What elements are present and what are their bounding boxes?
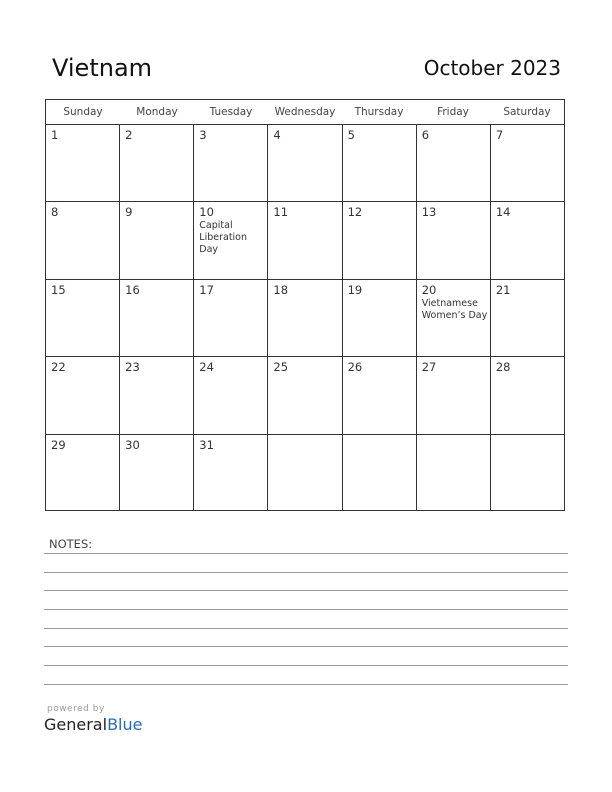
notes-line xyxy=(44,646,568,647)
day-number: 25 xyxy=(273,360,289,375)
day-cell xyxy=(491,357,564,433)
notes-line xyxy=(44,609,568,610)
day-cell xyxy=(417,125,491,201)
day-cell xyxy=(194,202,268,278)
brand-general-text: General xyxy=(44,715,108,734)
day-number: 19 xyxy=(347,282,363,297)
day-number: 28 xyxy=(495,360,511,375)
day-cell xyxy=(120,125,194,201)
brand-blue-text: Blue xyxy=(107,715,143,734)
week-row xyxy=(46,435,564,511)
month-year-title: October 2023 xyxy=(423,56,561,80)
day-cell xyxy=(343,357,417,433)
day-cell xyxy=(343,435,417,511)
week-row xyxy=(46,202,564,279)
powered-by-text: powered by xyxy=(47,704,105,714)
day-cell xyxy=(491,202,564,278)
day-number: 9 xyxy=(125,205,133,220)
day-number: 21 xyxy=(495,282,511,297)
day-number: 26 xyxy=(347,360,363,375)
day-cell xyxy=(194,357,268,433)
day-number: 2 xyxy=(125,128,133,142)
day-number: 14 xyxy=(495,205,511,220)
day-cell xyxy=(417,435,491,511)
day-cell xyxy=(417,357,491,433)
notes-line xyxy=(44,553,568,554)
notes-line xyxy=(44,684,568,685)
day-number: 10 xyxy=(199,205,214,220)
day-number: 20 xyxy=(421,282,437,297)
day-cell xyxy=(194,435,268,511)
notes-line xyxy=(44,590,568,591)
day-number: 22 xyxy=(51,360,66,375)
day-cell xyxy=(268,202,342,278)
day-number: 16 xyxy=(125,282,140,297)
brand-logo xyxy=(44,704,142,734)
day-number: 30 xyxy=(125,437,140,452)
day-cell xyxy=(194,280,268,356)
day-cell xyxy=(343,280,417,356)
day-cell xyxy=(343,202,417,278)
week-row xyxy=(46,357,564,434)
weekday-header-row xyxy=(46,100,564,125)
weekday-saturday: Saturday xyxy=(503,106,551,118)
day-cell xyxy=(417,280,491,356)
weekday-friday: Friday xyxy=(437,106,469,118)
weekday-wednesday: Wednesday xyxy=(274,106,336,118)
day-cell xyxy=(46,280,120,356)
day-number: 17 xyxy=(199,282,214,297)
day-number: 8 xyxy=(51,205,59,220)
week-row xyxy=(46,280,564,357)
day-cell xyxy=(46,435,120,511)
day-number: 18 xyxy=(273,282,289,297)
holiday-label: Vietnamese Women’s Day xyxy=(421,297,488,321)
day-number: 31 xyxy=(199,437,214,452)
day-number: 29 xyxy=(51,437,66,452)
calendar-grid xyxy=(45,99,565,511)
day-number: 4 xyxy=(273,128,281,142)
holiday-label: Capital Liberation Day xyxy=(199,220,248,256)
day-cell xyxy=(120,357,194,433)
weekday-thursday: Thursday xyxy=(354,106,404,118)
day-number: 5 xyxy=(347,128,355,142)
day-number: 3 xyxy=(199,128,207,142)
day-cell xyxy=(46,357,120,433)
day-number: 11 xyxy=(273,205,289,220)
day-number: 23 xyxy=(125,360,140,375)
day-cell xyxy=(417,202,491,278)
day-cell xyxy=(268,357,342,433)
day-cell xyxy=(491,125,564,201)
day-cell xyxy=(491,435,564,511)
weekday-monday: Monday xyxy=(136,106,178,118)
day-cell xyxy=(120,435,194,511)
day-cell xyxy=(268,280,342,356)
day-cell xyxy=(268,435,342,511)
weekday-sunday: Sunday xyxy=(63,106,103,118)
day-cell xyxy=(491,280,564,356)
weekday-tuesday: Tuesday xyxy=(209,106,253,118)
calendar-body xyxy=(46,125,564,511)
day-cell xyxy=(120,280,194,356)
day-cell xyxy=(46,202,120,278)
notes-label: NOTES: xyxy=(49,537,93,551)
day-cell xyxy=(343,125,417,201)
day-number: 27 xyxy=(421,360,437,375)
day-number: 7 xyxy=(495,128,504,142)
day-number: 6 xyxy=(421,128,430,142)
notes-line xyxy=(44,665,568,666)
notes-line xyxy=(44,572,568,573)
day-number: 24 xyxy=(199,360,214,375)
day-number: 13 xyxy=(421,205,437,220)
brand-name xyxy=(44,715,142,734)
day-cell xyxy=(268,125,342,201)
notes-line xyxy=(44,628,568,629)
week-row xyxy=(46,125,564,202)
day-number: 12 xyxy=(347,205,363,220)
day-cell xyxy=(46,125,120,201)
day-cell xyxy=(120,202,194,278)
day-number: 15 xyxy=(51,282,66,297)
day-cell xyxy=(194,125,268,201)
country-title: Vietnam xyxy=(52,54,153,82)
day-number: 1 xyxy=(51,128,59,142)
